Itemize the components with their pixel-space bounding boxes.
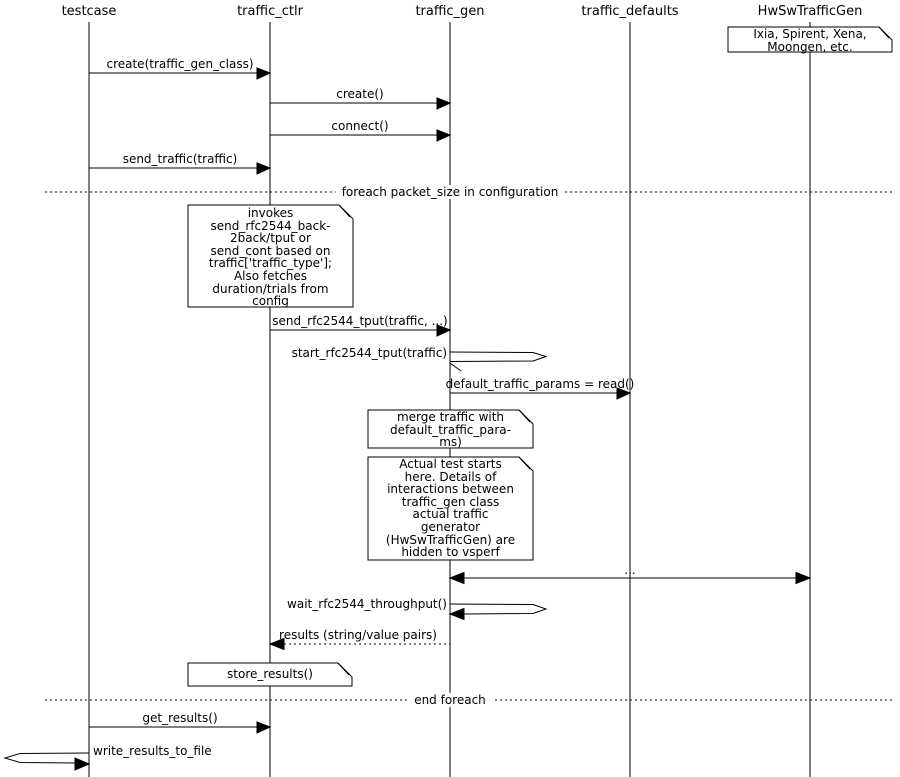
- note-line: duration/trials from: [212, 281, 329, 296]
- message-label-connect-gen: connect(): [331, 119, 389, 133]
- arrowhead-write-results: [75, 758, 89, 770]
- note-line: invokes: [247, 206, 294, 220]
- arrowhead-gen-hw-right: [796, 573, 810, 584]
- note-line: interactions between: [387, 482, 514, 497]
- note-line: store_results(): [227, 667, 313, 681]
- arrowhead-create-gen: [437, 98, 450, 109]
- note-line: traffic['traffic_type'];: [208, 256, 333, 271]
- note-line: (HwSwTrafficGen) are: [385, 532, 516, 547]
- arrowhead-send-traffic: [257, 163, 270, 174]
- note-line: Moongen, etc.: [767, 39, 853, 54]
- note-line: send_cont based on: [210, 243, 331, 258]
- note-line: Ixia, Spirent, Xena,: [753, 27, 867, 41]
- divider-label-end-foreach: end foreach: [408, 693, 492, 707]
- message-label-send-traffic: send_traffic(traffic): [122, 152, 238, 166]
- lifeline-header-testcase: testcase: [61, 4, 117, 19]
- note-line: here. Details of: [404, 469, 497, 484]
- note-text-merge: [368, 411, 533, 449]
- lifeline-header-hwswtrafficgen: HwSwTrafficGen: [757, 4, 863, 19]
- arrowhead-create-ctlr: [257, 68, 270, 79]
- lifeline-header-traffic-defaults: traffic_defaults: [581, 4, 679, 19]
- note-line: merge traffic with: [396, 410, 505, 424]
- note-line: send_rfc2544_back-: [210, 218, 331, 233]
- note-text-store-results: [188, 668, 352, 681]
- note-text-invokes: [188, 207, 353, 308]
- arrowhead-wait-rfc2544-throughput: [450, 609, 464, 620]
- message-label-wait-rfc2544-throughput: wait_rfc2544_throughput(): [287, 597, 447, 611]
- note-line: traffic_gen class: [401, 494, 500, 509]
- arrowhead-start-rfc2544-tput: [450, 363, 461, 371]
- lifeline-header-traffic-gen: traffic_gen: [415, 4, 485, 19]
- lifeline-header-traffic-ctlr: traffic_ctlr: [237, 4, 303, 19]
- note-line: generator: [420, 519, 481, 534]
- arrowhead-get-results: [257, 722, 270, 733]
- self-loop-start-rfc2544-tput: [450, 352, 546, 362]
- message-label-results-return: results (string/value pairs): [279, 628, 437, 642]
- message-label-read-defaults: default_traffic_params = read(): [445, 377, 635, 391]
- note-text-hw-examples: [728, 28, 892, 53]
- note-line: ms): [439, 435, 462, 450]
- arrowhead-gen-hw-left: [450, 573, 464, 584]
- note-line: config: [252, 294, 289, 309]
- message-label-gen-hw-ellipsis: ...: [624, 563, 636, 577]
- message-label-create-ctlr: create(traffic_gen_class): [106, 57, 254, 71]
- note-line: Actual test starts: [399, 457, 502, 471]
- message-label-write-results: write_results_to_file: [93, 744, 212, 758]
- divider-label-foreach: foreach packet_size in configuration: [336, 185, 565, 199]
- note-line: default_traffic_para-: [389, 422, 511, 437]
- message-label-send-rfc2544-tput: send_rfc2544_tput(traffic, ...): [272, 314, 448, 328]
- message-label-get-results: get_results(): [142, 711, 218, 725]
- note-line: actual traffic: [412, 507, 489, 522]
- message-label-create-gen: create(): [336, 87, 384, 101]
- arrowhead-connect-gen: [437, 130, 450, 141]
- note-line: hidden to vsperf: [401, 545, 500, 560]
- note-text-actual-test: [368, 458, 533, 559]
- note-line: Also fetches: [233, 268, 308, 283]
- message-label-start-rfc2544-tput: start_rfc2544_tput(traffic): [291, 346, 447, 360]
- note-line: 2back/tput or: [230, 231, 311, 246]
